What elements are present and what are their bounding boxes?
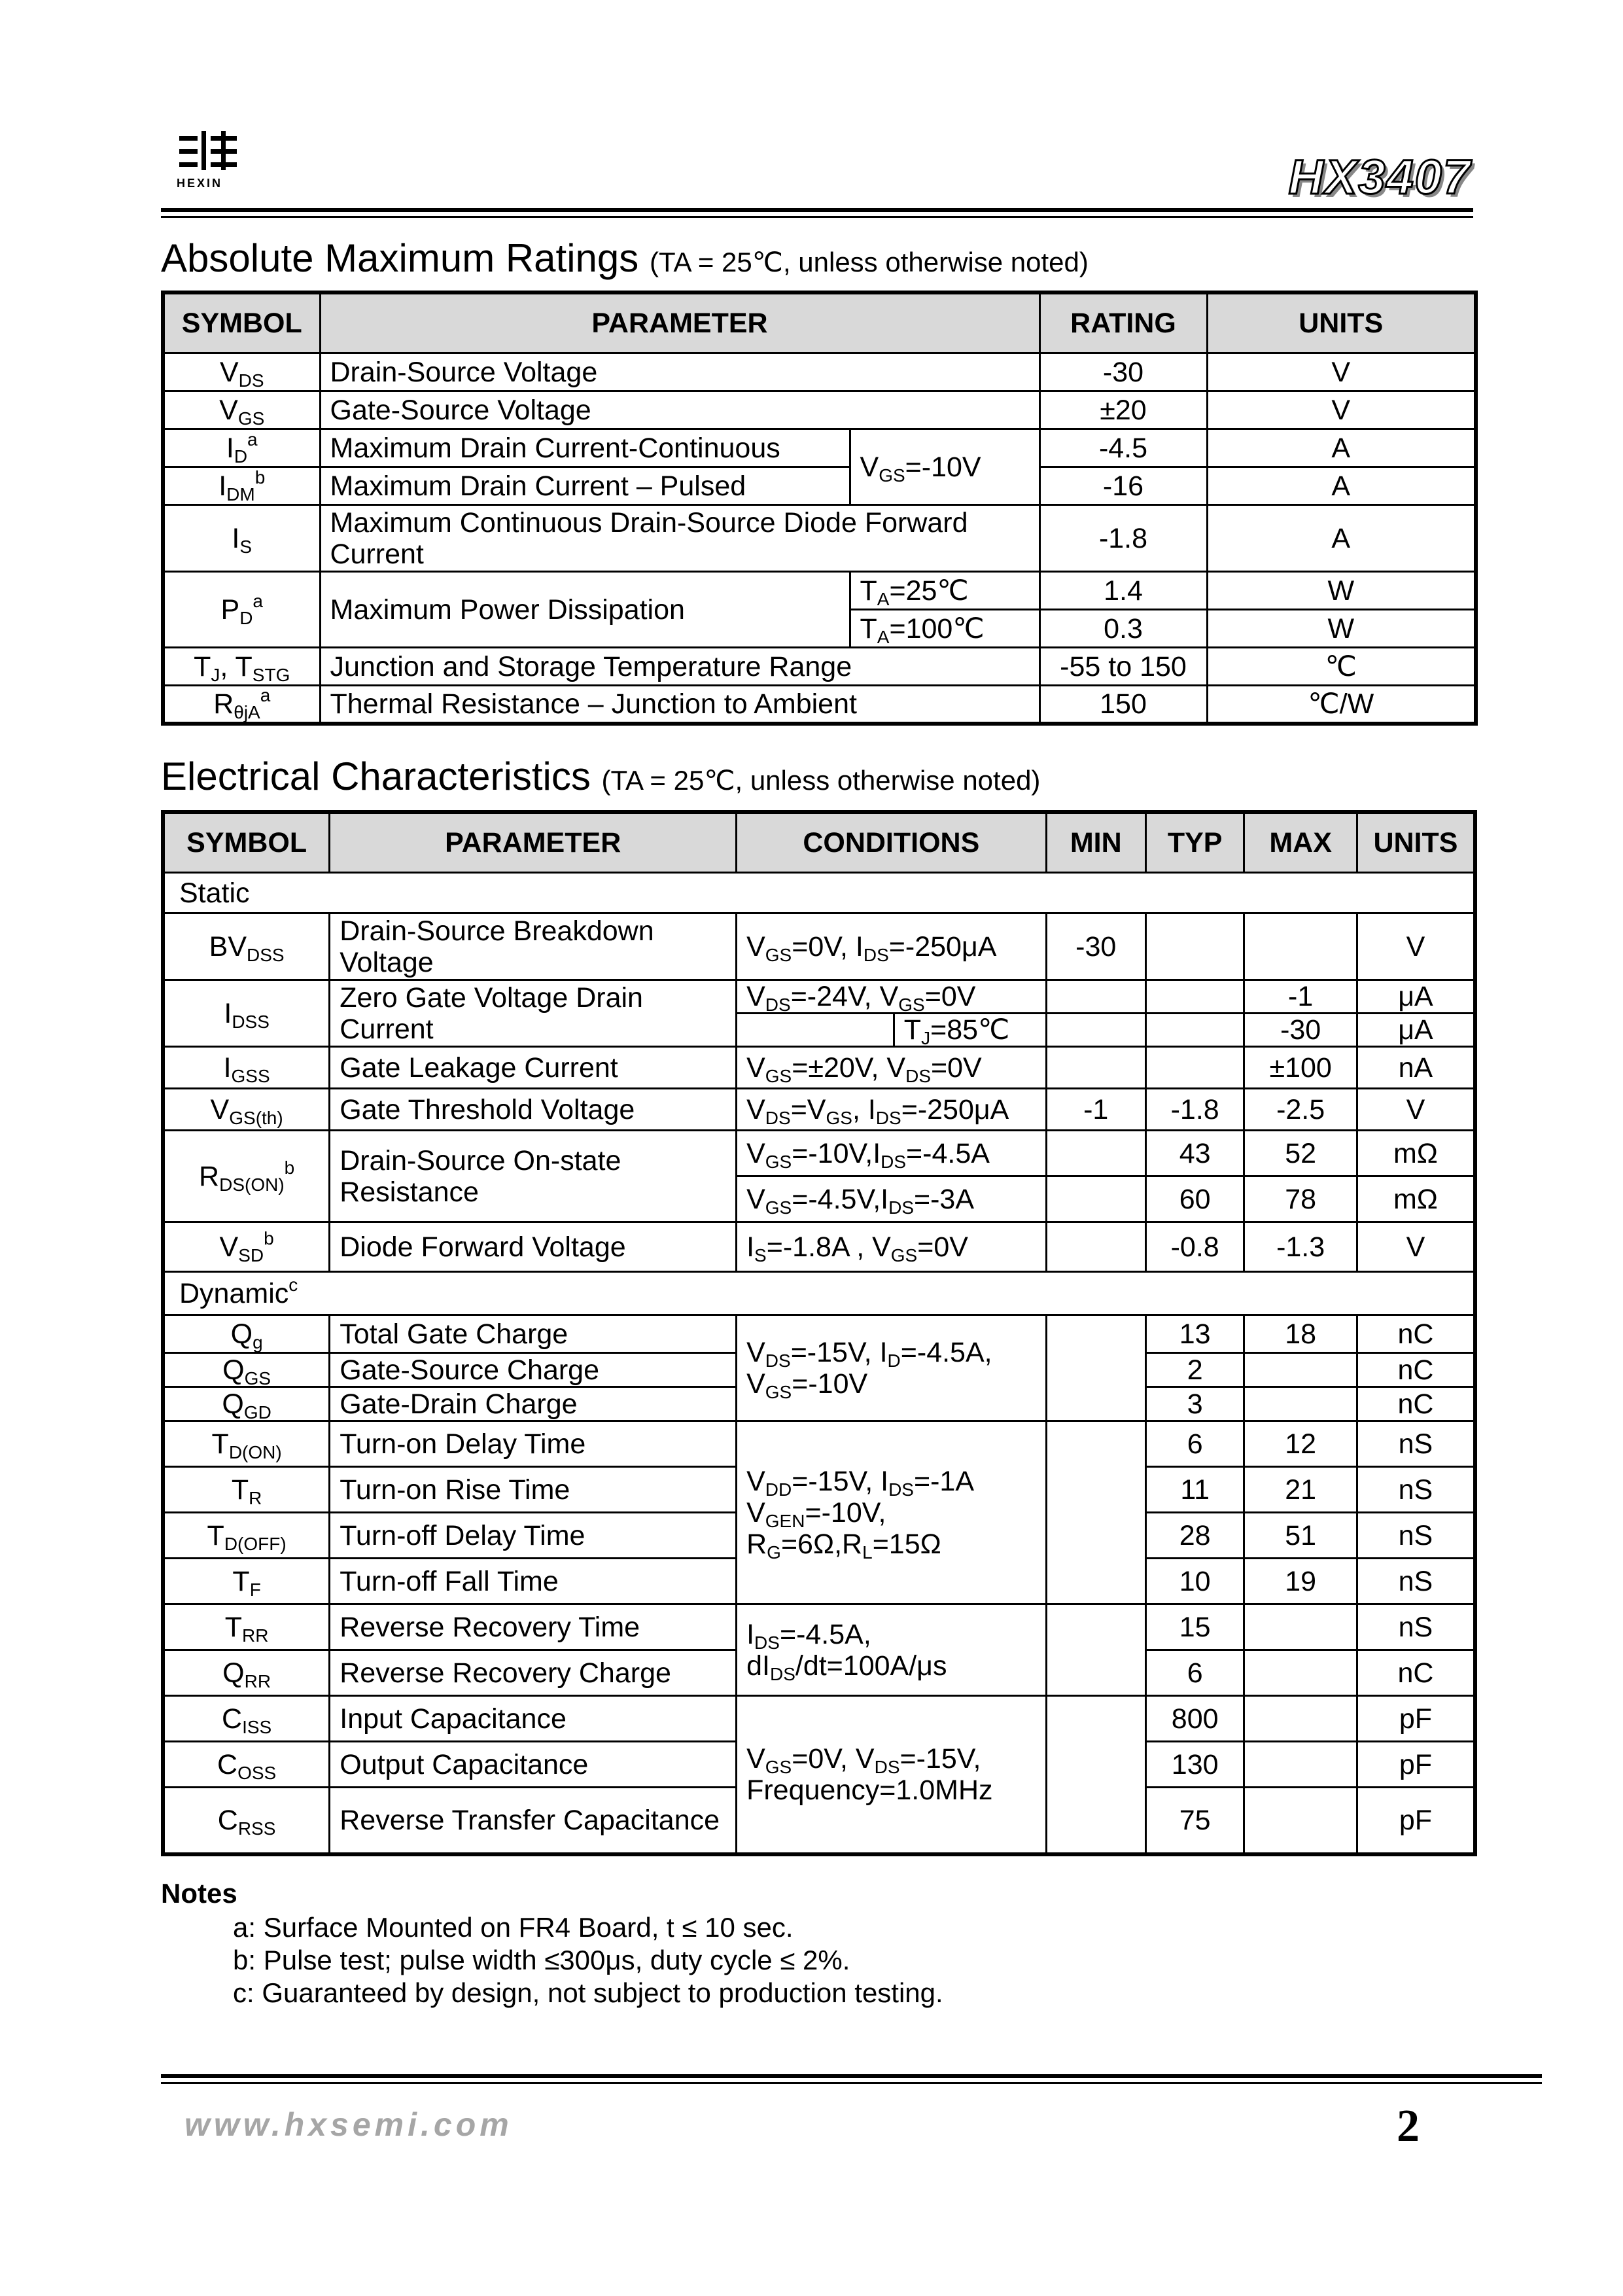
units-cell: V (1207, 391, 1476, 429)
max-cell (1244, 1353, 1357, 1387)
parameter-cell: Gate Threshold Voltage (330, 1089, 737, 1131)
symbol-cell: $T_J$, $T_{STG}$ (163, 648, 320, 686)
max-cell (1244, 1696, 1357, 1742)
condition-cell: $V_{GS}=\pm 20V$, $V_{DS}=0V$ (737, 1047, 1046, 1089)
typ-cell: 6 (1145, 1650, 1244, 1696)
rating-cell: ±20 (1039, 391, 1207, 429)
note-c: c: Guaranteed by design, not subject to production testing. (233, 1977, 943, 2008)
symbol-cell: $I_D^a$ (163, 429, 320, 467)
symbol-cell: $R_{DS(ON)}^b$ (163, 1131, 330, 1222)
symbol-cell: $Q_{RR}$ (163, 1650, 330, 1696)
symbol-cell: $C_{OSS}$ (163, 1742, 330, 1788)
symbol-cell: $C_{ISS}$ (163, 1696, 330, 1742)
rating-cell: 0.3 (1039, 610, 1207, 648)
symbol-cell: $V_{DS}$ (163, 353, 320, 391)
condition-cell: $T_A=100℃$ (850, 610, 1039, 648)
max-cell: 12 (1244, 1421, 1357, 1467)
parameter-cell: Gate-Drain Charge (330, 1387, 737, 1421)
table-row (163, 1315, 1475, 1353)
parameter-cell: Drain-Source On-state Resistance (330, 1131, 737, 1222)
symbol-cell: $T_{RR}$ (163, 1604, 330, 1650)
symbol-cell: $BV_{DSS}$ (163, 913, 330, 980)
typ-cell (1145, 1047, 1244, 1089)
condition-cell: $I_{DS}=-4.5A$, $dI_{DS}/dt=100A/\mu s$ (737, 1604, 1046, 1696)
table-row (163, 1696, 1475, 1742)
min-cell (1046, 1176, 1145, 1222)
condition-spacer (737, 1014, 894, 1047)
condition-cell: $V_{DS}=V_{GS}$, $I_{DS}=-250\mu A$ (737, 1089, 1046, 1131)
typ-cell: 43 (1145, 1131, 1244, 1176)
symbol-cell: $V_{SD}^b$ (163, 1222, 330, 1272)
max-cell (1244, 1742, 1357, 1788)
rating-cell: 1.4 (1039, 572, 1207, 610)
table-row (163, 1604, 1475, 1650)
max-cell: 78 (1244, 1176, 1357, 1222)
page-number: 2 (1397, 2101, 1420, 2151)
units-cell: nA (1357, 1047, 1475, 1089)
units-cell: A (1207, 467, 1476, 505)
units-cell: nS (1357, 1513, 1475, 1559)
table-row (163, 686, 1476, 724)
table-row (163, 1131, 1475, 1176)
table-row (163, 1222, 1475, 1272)
max-cell: 21 (1244, 1467, 1357, 1513)
min-cell (1046, 1131, 1145, 1176)
amr-col-symbol: SYMBOL (163, 292, 320, 353)
symbol-cell: $I_S$ (163, 505, 320, 572)
parameter-cell: Maximum Drain Current – Pulsed (320, 467, 850, 505)
symbol-cell: $Q_g$ (163, 1315, 330, 1353)
parameter-cell: Thermal Resistance – Junction to Ambient (320, 686, 1039, 724)
units-cell: nS (1357, 1559, 1475, 1604)
amr-col-parameter: PARAMETER (320, 292, 1039, 353)
min-cell (1046, 1604, 1145, 1696)
parameter-cell: Turn-on Rise Time (330, 1467, 737, 1513)
symbol-cell: $T_F$ (163, 1559, 330, 1604)
max-cell: -1.3 (1244, 1222, 1357, 1272)
footer-divider (161, 2074, 1542, 2078)
units-cell: pF (1357, 1696, 1475, 1742)
units-cell: nC (1357, 1315, 1475, 1353)
parameter-cell: Diode Forward Voltage (330, 1222, 737, 1272)
symbol-cell: $C_{RSS}$ (163, 1788, 330, 1854)
max-cell: 19 (1244, 1559, 1357, 1604)
section-row-static (163, 873, 1475, 913)
note-b: b: Pulse test; pulse width ≤300μs, duty cycle ≤ 2%. (233, 1945, 850, 1975)
table-row (163, 648, 1476, 686)
amr-title: Absolute Maximum Ratings (161, 236, 639, 280)
table-row (163, 1421, 1475, 1467)
typ-cell: 60 (1145, 1176, 1244, 1222)
typ-cell: 2 (1145, 1353, 1244, 1387)
part-number: HX3407 (1288, 150, 1471, 204)
max-cell (1244, 1650, 1357, 1696)
header-divider-thin (161, 216, 1473, 218)
parameter-cell: Drain-Source Voltage (320, 353, 1039, 391)
table-row (163, 505, 1476, 572)
ec-col-max: MAX (1244, 812, 1357, 873)
typ-cell: 75 (1145, 1788, 1244, 1854)
symbol-cell: $V_{GS}$ (163, 391, 320, 429)
parameter-cell: Gate-Source Charge (330, 1353, 737, 1387)
parameter-cell: Output Capacitance (330, 1742, 737, 1788)
footer-divider-thin (161, 2082, 1542, 2084)
units-cell: mΩ (1357, 1176, 1475, 1222)
typ-cell: 15 (1145, 1604, 1244, 1650)
condition-cell: $V_{DS}=-24V$, $V_{GS}=0V$ (737, 980, 1046, 1014)
amr-heading (161, 236, 1089, 281)
typ-cell: 3 (1145, 1387, 1244, 1421)
typ-cell: -0.8 (1145, 1222, 1244, 1272)
units-cell: pF (1357, 1788, 1475, 1854)
parameter-cell: Maximum Drain Current-Continuous (320, 429, 850, 467)
units-cell: V (1207, 353, 1476, 391)
parameter-cell: Maximum Continuous Drain-Source Diode Forward Current (320, 505, 1039, 572)
units-cell: ℃/W (1207, 686, 1476, 724)
parameter-cell: Reverse Transfer Capacitance (330, 1788, 737, 1854)
max-cell: -2.5 (1244, 1089, 1357, 1131)
symbol-cell: $I_{DSS}$ (163, 980, 330, 1047)
min-cell (1046, 1014, 1145, 1047)
condition-cell: $V_{GS}=-10V$ (850, 429, 1039, 505)
table-row (163, 429, 1476, 467)
amr-subtitle: (TA = 25℃, unless otherwise noted) (649, 247, 1089, 277)
max-cell (1244, 1387, 1357, 1421)
typ-cell: 130 (1145, 1742, 1244, 1788)
symbol-cell: $Q_{GS}$ (163, 1353, 330, 1387)
rating-cell: -1.8 (1039, 505, 1207, 572)
table-row (163, 980, 1475, 1014)
ec-col-typ: TYP (1145, 812, 1244, 873)
parameter-cell: Drain-Source Breakdown Voltage (330, 913, 737, 980)
condition-cell: $V_{GS}=-4.5V,I_{DS}=-3A$ (737, 1176, 1046, 1222)
symbol-cell: $I_{DM}^b$ (163, 467, 320, 505)
min-cell: -1 (1046, 1089, 1145, 1131)
condition-cell: $T_A=25℃$ (850, 572, 1039, 610)
units-cell: nS (1357, 1421, 1475, 1467)
absolute-maximum-ratings-table (161, 291, 1478, 726)
ec-col-symbol: SYMBOL (163, 812, 330, 873)
symbol-cell: $P_D^a$ (163, 572, 320, 648)
section-label: Static (163, 873, 1475, 913)
condition-cell: $V_{DS}=-15V$, $I_D=-4.5A$, $V_{GS}=-10V$ (737, 1315, 1046, 1421)
min-cell (1046, 1222, 1145, 1272)
table-row (163, 913, 1475, 980)
electrical-characteristics-table (161, 810, 1477, 1856)
units-cell: V (1357, 913, 1475, 980)
condition-cell: $V_{GS}=-10V,I_{DS}=-4.5A$ (737, 1131, 1046, 1176)
ec-col-min: MIN (1046, 812, 1145, 873)
table-row (163, 467, 1476, 505)
parameter-cell: Input Capacitance (330, 1696, 737, 1742)
units-cell: ℃ (1207, 648, 1476, 686)
condition-cell: $V_{GS}=0V$, $V_{DS}=-15V$, Frequency=1.0MHz (737, 1696, 1046, 1854)
condition-cell: $T_J=85℃$ (894, 1014, 1046, 1047)
parameter-cell: Turn-on Delay Time (330, 1421, 737, 1467)
ec-col-parameter: PARAMETER (330, 812, 737, 873)
symbol-cell: $R_{\theta jA}^a$ (163, 686, 320, 724)
condition-cell: $I_S=-1.8A$ , $V_{GS}=0V$ (737, 1222, 1046, 1272)
max-cell: -1 (1244, 980, 1357, 1014)
amr-col-rating: RATING (1039, 292, 1207, 353)
symbol-cell: $T_R$ (163, 1467, 330, 1513)
typ-cell: 10 (1145, 1559, 1244, 1604)
units-cell: W (1207, 572, 1476, 610)
condition-cell: $V_{DD}=-15V$, $I_{DS}=-1A$ $V_{GEN}=-10V$, $R_G=6\Omega,R_L=15\Omega$ (737, 1421, 1046, 1604)
ec-title: Electrical Characteristics (161, 754, 591, 798)
ec-header-row (163, 812, 1475, 873)
units-cell: nC (1357, 1353, 1475, 1387)
units-cell: W (1207, 610, 1476, 648)
rating-cell: -16 (1039, 467, 1207, 505)
parameter-cell: Gate Leakage Current (330, 1047, 737, 1089)
units-cell: A (1207, 505, 1476, 572)
units-cell: V (1357, 1089, 1475, 1131)
table-row (163, 1089, 1475, 1131)
website-link[interactable]: www.hxsemi.com (184, 2106, 513, 2143)
symbol-cell: $I_{GSS}$ (163, 1047, 330, 1089)
section-row-dynamic (163, 1272, 1475, 1315)
parameter-cell: Gate-Source Voltage (320, 391, 1039, 429)
min-cell (1046, 1696, 1145, 1854)
table-row (163, 353, 1476, 391)
rating-cell: -4.5 (1039, 429, 1207, 467)
max-cell (1244, 1604, 1357, 1650)
typ-cell: 28 (1145, 1513, 1244, 1559)
units-cell: pF (1357, 1742, 1475, 1788)
rating-cell: -55 to 150 (1039, 648, 1207, 686)
parameter-cell: Turn-off Fall Time (330, 1559, 737, 1604)
max-cell: -30 (1244, 1014, 1357, 1047)
units-cell: μA (1357, 980, 1475, 1014)
typ-cell: 800 (1145, 1696, 1244, 1742)
units-cell: mΩ (1357, 1131, 1475, 1176)
parameter-cell: Maximum Power Dissipation (320, 572, 850, 648)
max-cell (1244, 913, 1357, 980)
ec-subtitle: (TA = 25℃, unless otherwise noted) (601, 765, 1041, 796)
section-label: Dynamic$^c$ (163, 1272, 1475, 1315)
note-a: a: Surface Mounted on FR4 Board, t ≤ 10 sec. (233, 1912, 794, 1943)
min-cell (1046, 1421, 1145, 1604)
parameter-cell: Turn-off Delay Time (330, 1513, 737, 1559)
ec-col-units: UNITS (1357, 812, 1475, 873)
parameter-cell: Zero Gate Voltage Drain Current (330, 980, 737, 1047)
typ-cell: 6 (1145, 1421, 1244, 1467)
units-cell: nS (1357, 1467, 1475, 1513)
units-cell: μA (1357, 1014, 1475, 1047)
typ-cell: 11 (1145, 1467, 1244, 1513)
symbol-cell: $T_{D(ON)}$ (163, 1421, 330, 1467)
parameter-cell: Total Gate Charge (330, 1315, 737, 1353)
min-cell: -30 (1046, 913, 1145, 980)
ec-heading (161, 754, 1040, 799)
min-cell (1046, 1047, 1145, 1089)
rating-cell: 150 (1039, 686, 1207, 724)
min-cell (1046, 1315, 1145, 1421)
parameter-cell: Junction and Storage Temperature Range (320, 648, 1039, 686)
units-cell: nC (1357, 1387, 1475, 1421)
amr-header-row (163, 292, 1476, 353)
min-cell (1046, 980, 1145, 1014)
max-cell: 52 (1244, 1131, 1357, 1176)
units-cell: nC (1357, 1650, 1475, 1696)
symbol-cell: $T_{D(OFF)}$ (163, 1513, 330, 1559)
table-row (163, 391, 1476, 429)
amr-col-units: UNITS (1207, 292, 1476, 353)
symbol-cell: $V_{GS(th)}$ (163, 1089, 330, 1131)
typ-cell: -1.8 (1145, 1089, 1244, 1131)
typ-cell (1145, 980, 1244, 1014)
header-divider (161, 208, 1473, 212)
table-row (163, 572, 1476, 610)
units-cell: V (1357, 1222, 1475, 1272)
table-row (163, 1047, 1475, 1089)
units-cell: nS (1357, 1604, 1475, 1650)
typ-cell (1145, 913, 1244, 980)
typ-cell (1145, 1014, 1244, 1047)
notes-title: Notes (161, 1878, 237, 1909)
parameter-cell: Reverse Recovery Time (330, 1604, 737, 1650)
max-cell: ±100 (1244, 1047, 1357, 1089)
max-cell: 51 (1244, 1513, 1357, 1559)
max-cell (1244, 1788, 1357, 1854)
units-cell: A (1207, 429, 1476, 467)
logo-text: HEXIN (177, 177, 223, 190)
typ-cell: 13 (1145, 1315, 1244, 1353)
max-cell: 18 (1244, 1315, 1357, 1353)
symbol-cell: $Q_{GD}$ (163, 1387, 330, 1421)
condition-cell: $V_{GS}=0V$, $I_{DS}=-250\mu A$ (737, 913, 1046, 980)
parameter-cell: Reverse Recovery Charge (330, 1650, 737, 1696)
ec-col-conditions: CONDITIONS (737, 812, 1046, 873)
rating-cell: -30 (1039, 353, 1207, 391)
